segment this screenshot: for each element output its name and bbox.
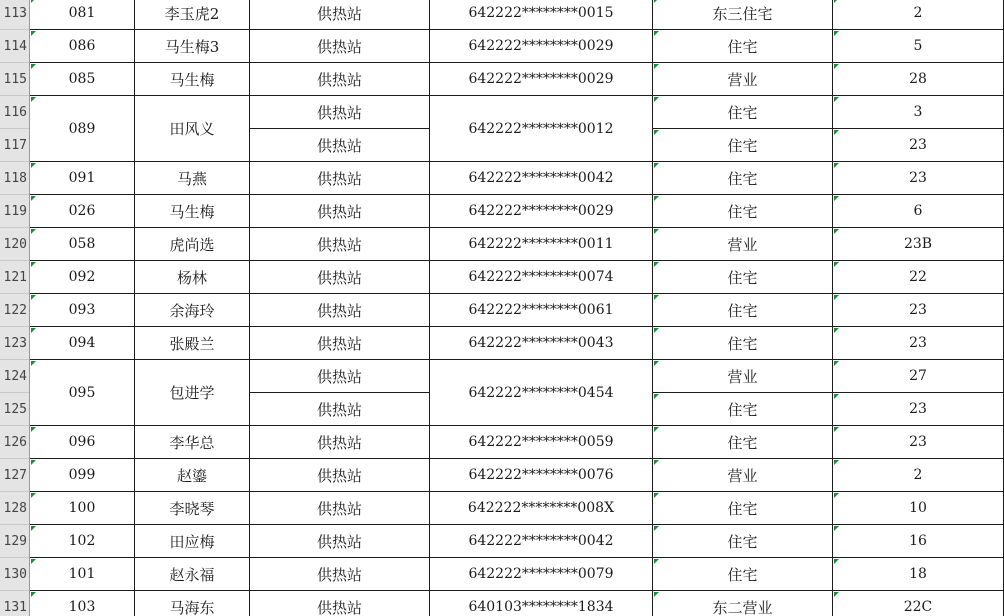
idcard-cell[interactable]: 642222********0076 <box>430 459 653 492</box>
name-cell[interactable]: 余海玲 <box>135 294 250 327</box>
id-cell[interactable]: 085 <box>30 63 135 96</box>
station-cell[interactable]: 供热站 <box>250 426 430 459</box>
name-cell[interactable]: 田应梅 <box>135 525 250 558</box>
type-cell[interactable]: 住宅 <box>653 129 833 162</box>
error-flag-icon <box>834 295 839 300</box>
idcard-cell[interactable]: 642222********0042 <box>430 525 653 558</box>
error-flag-icon <box>31 163 36 168</box>
area-cell[interactable]: 23 <box>833 129 1004 162</box>
type-cell[interactable]: 营业 <box>653 459 833 492</box>
name-cell[interactable]: 赵永福 <box>135 558 250 591</box>
area-cell[interactable]: 23B <box>833 228 1004 261</box>
station-cell[interactable]: 供热站 <box>250 591 430 616</box>
error-flag-icon <box>31 493 36 498</box>
error-flag-icon <box>31 97 36 102</box>
name-cell[interactable]: 马生梅3 <box>135 30 250 63</box>
error-flag-icon <box>654 592 659 597</box>
id-cell[interactable]: 092 <box>30 261 135 294</box>
type-cell[interactable]: 住宅 <box>653 294 833 327</box>
idcard-cell[interactable]: 642222********0042 <box>430 162 653 195</box>
type-cell[interactable]: 住宅 <box>653 162 833 195</box>
station-cell[interactable]: 供热站 <box>250 525 430 558</box>
row-header[interactable]: 131 <box>0 591 29 616</box>
type-cell[interactable]: 东二营业 <box>653 591 833 616</box>
name-cell[interactable]: 马生梅 <box>135 63 250 96</box>
area-cell[interactable]: 23 <box>833 327 1004 360</box>
station-cell[interactable]: 供热站 <box>250 558 430 591</box>
id-cell[interactable]: 081 <box>30 0 135 30</box>
station-cell[interactable]: 供热站 <box>250 129 430 162</box>
area-cell[interactable]: 23 <box>833 162 1004 195</box>
name-cell[interactable]: 包进学 <box>135 360 250 426</box>
area-cell[interactable]: 6 <box>833 195 1004 228</box>
idcard-cell[interactable]: 640103********1834 <box>430 591 653 616</box>
idcard-cell[interactable]: 642222********0061 <box>430 294 653 327</box>
error-flag-icon <box>31 0 36 3</box>
error-flag-icon <box>834 493 839 498</box>
station-cell[interactable]: 供热站 <box>250 261 430 294</box>
name-cell[interactable]: 李晓琴 <box>135 492 250 525</box>
station-cell[interactable]: 供热站 <box>250 30 430 63</box>
id-cell[interactable]: 099 <box>30 459 135 492</box>
idcard-cell[interactable]: 642222********0043 <box>430 327 653 360</box>
station-cell[interactable]: 供热站 <box>250 294 430 327</box>
idcard-cell[interactable]: 642222********0011 <box>430 228 653 261</box>
id-cell[interactable]: 100 <box>30 492 135 525</box>
type-cell[interactable]: 营业 <box>653 63 833 96</box>
idcard-cell[interactable]: 642222********008X <box>430 492 653 525</box>
error-flag-icon <box>31 295 36 300</box>
area-cell[interactable]: 2 <box>833 459 1004 492</box>
error-flag-icon <box>31 592 36 597</box>
row-header[interactable]: 120 <box>0 228 29 261</box>
error-flag-icon <box>654 31 659 36</box>
id-cell[interactable]: 093 <box>30 294 135 327</box>
error-flag-icon <box>31 64 36 69</box>
idcard-cell[interactable]: 642222********0029 <box>430 30 653 63</box>
type-cell[interactable]: 营业 <box>653 360 833 393</box>
idcard-cell[interactable]: 642222********0454 <box>430 360 653 426</box>
error-flag-icon <box>654 427 659 432</box>
error-flag-icon <box>834 196 839 201</box>
name-cell[interactable]: 张殿兰 <box>135 327 250 360</box>
error-flag-icon <box>31 526 36 531</box>
error-flag-icon <box>834 31 839 36</box>
error-flag-icon <box>654 526 659 531</box>
type-cell[interactable]: 住宅 <box>653 30 833 63</box>
id-cell[interactable]: 103 <box>30 591 135 616</box>
type-cell[interactable]: 住宅 <box>653 327 833 360</box>
error-flag-icon <box>31 229 36 234</box>
error-flag-icon <box>31 31 36 36</box>
error-flag-icon <box>834 592 839 597</box>
error-flag-icon <box>834 361 839 366</box>
error-flag-icon <box>654 394 659 399</box>
idcard-cell[interactable]: 642222********0015 <box>430 0 653 30</box>
row-header[interactable]: 124 <box>0 360 29 393</box>
id-cell[interactable]: 094 <box>30 327 135 360</box>
row-header[interactable]: 130 <box>0 558 29 591</box>
idcard-cell[interactable]: 642222********0029 <box>430 195 653 228</box>
station-cell[interactable]: 供热站 <box>250 195 430 228</box>
error-flag-icon <box>654 64 659 69</box>
station-cell[interactable]: 供热站 <box>250 327 430 360</box>
error-flag-icon <box>834 97 839 102</box>
error-flag-icon <box>31 460 36 465</box>
error-flag-icon <box>654 163 659 168</box>
error-flag-icon <box>834 559 839 564</box>
row-header[interactable]: 126 <box>0 426 29 459</box>
error-flag-icon <box>31 196 36 201</box>
type-cell[interactable]: 住宅 <box>653 558 833 591</box>
type-cell[interactable]: 东三住宅 <box>653 0 833 30</box>
row-header[interactable]: 121 <box>0 261 29 294</box>
area-cell[interactable]: 3 <box>833 96 1004 129</box>
error-flag-icon <box>654 0 659 3</box>
id-cell[interactable]: 101 <box>30 558 135 591</box>
id-cell[interactable]: 086 <box>30 30 135 63</box>
name-cell[interactable]: 李玉虎2 <box>135 0 250 30</box>
type-cell[interactable]: 住宅 <box>653 525 833 558</box>
idcard-cell[interactable]: 642222********0074 <box>430 261 653 294</box>
id-cell[interactable]: 091 <box>30 162 135 195</box>
idcard-cell[interactable]: 642222********0059 <box>430 426 653 459</box>
id-cell[interactable]: 089 <box>30 96 135 162</box>
area-cell[interactable]: 22 <box>833 261 1004 294</box>
error-flag-icon <box>834 460 839 465</box>
type-cell[interactable]: 住宅 <box>653 195 833 228</box>
area-cell[interactable]: 10 <box>833 492 1004 525</box>
type-cell[interactable]: 住宅 <box>653 393 833 426</box>
error-flag-icon <box>654 97 659 102</box>
row-header[interactable]: 114 <box>0 30 29 63</box>
station-cell[interactable]: 供热站 <box>250 0 430 30</box>
name-cell[interactable]: 马燕 <box>135 162 250 195</box>
area-cell[interactable]: 28 <box>833 63 1004 96</box>
name-cell[interactable]: 马生梅 <box>135 195 250 228</box>
error-flag-icon <box>31 559 36 564</box>
station-cell[interactable]: 供热站 <box>250 96 430 129</box>
idcard-cell[interactable]: 642222********0029 <box>430 63 653 96</box>
name-cell[interactable]: 马海东 <box>135 591 250 616</box>
station-cell[interactable]: 供热站 <box>250 492 430 525</box>
area-cell[interactable]: 23 <box>833 426 1004 459</box>
error-flag-icon <box>834 328 839 333</box>
error-flag-icon <box>654 460 659 465</box>
error-flag-icon <box>654 262 659 267</box>
id-cell[interactable]: 058 <box>30 228 135 261</box>
error-flag-icon <box>654 295 659 300</box>
row-header[interactable]: 129 <box>0 525 29 558</box>
error-flag-icon <box>31 361 36 366</box>
row-header[interactable]: 115 <box>0 63 29 96</box>
station-cell[interactable]: 供热站 <box>250 63 430 96</box>
id-cell[interactable]: 096 <box>30 426 135 459</box>
error-flag-icon <box>654 130 659 135</box>
error-flag-icon <box>31 262 36 267</box>
error-flag-icon <box>834 163 839 168</box>
error-flag-icon <box>834 262 839 267</box>
type-cell[interactable]: 营业 <box>653 228 833 261</box>
type-cell[interactable]: 住宅 <box>653 492 833 525</box>
name-cell[interactable]: 杨林 <box>135 261 250 294</box>
name-cell[interactable]: 虎尚选 <box>135 228 250 261</box>
area-cell[interactable]: 16 <box>833 525 1004 558</box>
error-flag-icon <box>834 130 839 135</box>
type-cell[interactable]: 住宅 <box>653 96 833 129</box>
row-header[interactable]: 116 <box>0 96 29 129</box>
error-flag-icon <box>654 493 659 498</box>
error-flag-icon <box>834 229 839 234</box>
area-cell[interactable]: 27 <box>833 360 1004 393</box>
id-cell[interactable]: 102 <box>30 525 135 558</box>
error-flag-icon <box>654 559 659 564</box>
error-flag-icon <box>834 427 839 432</box>
error-flag-icon <box>654 229 659 234</box>
row-header[interactable]: 122 <box>0 294 29 327</box>
station-cell[interactable]: 供热站 <box>250 393 430 426</box>
row-header[interactable]: 128 <box>0 492 29 525</box>
type-cell[interactable]: 住宅 <box>653 261 833 294</box>
idcard-cell[interactable]: 642222********0079 <box>430 558 653 591</box>
name-cell[interactable]: 李华总 <box>135 426 250 459</box>
station-cell[interactable]: 供热站 <box>250 162 430 195</box>
area-cell[interactable]: 22C <box>833 591 1004 616</box>
area-cell[interactable]: 18 <box>833 558 1004 591</box>
error-flag-icon <box>834 0 839 3</box>
row-header[interactable]: 118 <box>0 162 29 195</box>
error-flag-icon <box>834 64 839 69</box>
id-cell[interactable]: 026 <box>30 195 135 228</box>
row-header[interactable]: 125 <box>0 393 29 426</box>
idcard-cell[interactable]: 642222********0012 <box>430 96 653 162</box>
error-flag-icon <box>654 196 659 201</box>
error-flag-icon <box>834 394 839 399</box>
area-cell[interactable]: 23 <box>833 393 1004 426</box>
error-flag-icon <box>654 328 659 333</box>
name-cell[interactable]: 赵鎏 <box>135 459 250 492</box>
station-cell[interactable]: 供热站 <box>250 228 430 261</box>
area-cell[interactable]: 2 <box>833 0 1004 30</box>
station-cell[interactable]: 供热站 <box>250 360 430 393</box>
row-header[interactable]: 113 <box>0 0 29 30</box>
error-flag-icon <box>654 361 659 366</box>
row-header[interactable]: 117 <box>0 129 29 162</box>
error-flag-icon <box>31 328 36 333</box>
name-cell[interactable]: 田风义 <box>135 96 250 162</box>
id-cell[interactable]: 095 <box>30 360 135 426</box>
row-header[interactable]: 123 <box>0 327 29 360</box>
error-flag-icon <box>834 526 839 531</box>
area-cell[interactable]: 23 <box>833 294 1004 327</box>
station-cell[interactable]: 供热站 <box>250 459 430 492</box>
area-cell[interactable]: 5 <box>833 30 1004 63</box>
row-header[interactable]: 119 <box>0 195 29 228</box>
row-header[interactable]: 127 <box>0 459 29 492</box>
error-flag-icon <box>31 427 36 432</box>
type-cell[interactable]: 住宅 <box>653 426 833 459</box>
